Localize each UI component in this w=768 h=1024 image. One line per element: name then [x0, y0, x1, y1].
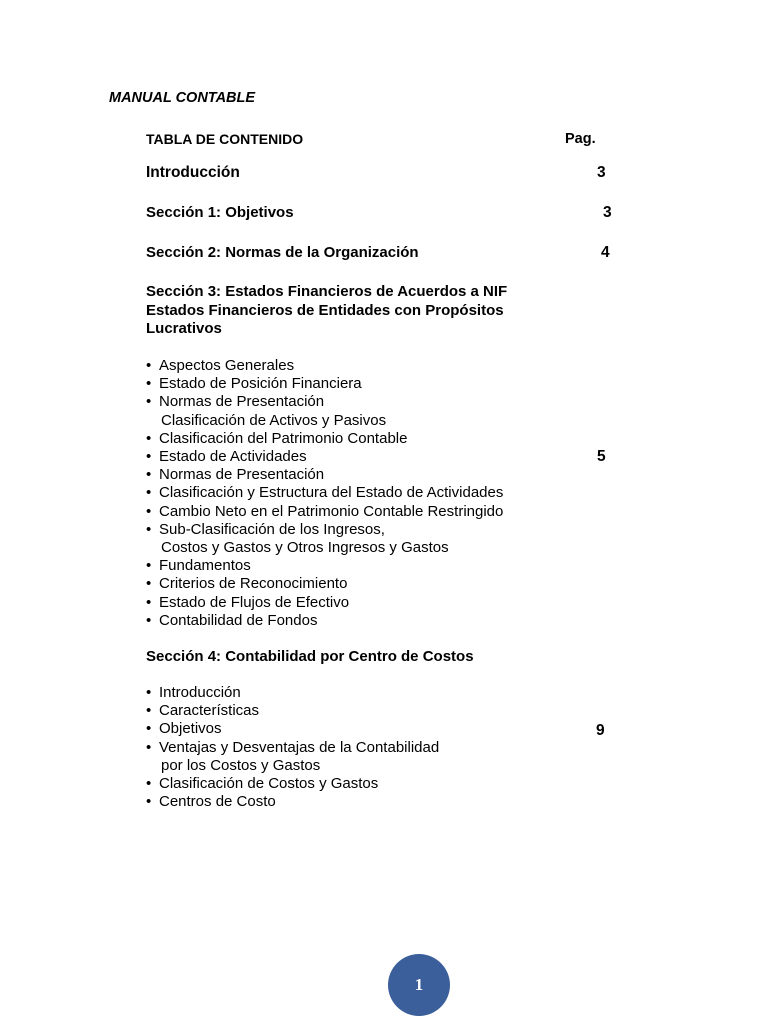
toc-page-introduccion: 3	[597, 164, 606, 181]
bullet-list-item: • Clasificación del Patrimonio Contable	[146, 430, 503, 448]
toc-entry-introduccion: Introducción	[146, 164, 240, 181]
bullet-list-item: • Criterios de Reconocimiento	[146, 575, 503, 593]
page-number-badge: 1	[388, 954, 450, 1016]
toc-page-seccion-4: 9	[596, 722, 605, 739]
toc-entry-seccion-2: Sección 2: Normas de la Organización	[146, 244, 419, 261]
bullet-list-item: • Contabilidad de Fondos	[146, 612, 503, 630]
toc-page-seccion-1: 3	[603, 204, 612, 221]
toc-page-seccion-2: 4	[601, 244, 610, 261]
list-item-continuation: por los Costos y Gastos	[161, 756, 321, 774]
bullet-list-item: • Fundamentos	[146, 557, 503, 575]
bullet-list-item: • Introducción	[146, 684, 439, 702]
bullet-list-item: • Normas de Presentación	[146, 393, 503, 411]
toc-entry-seccion-4: Sección 4: Contabilidad por Centro de Costos	[146, 648, 474, 665]
seccion-3-subitems	[146, 357, 503, 630]
bullet-list-item: • Estado de Actividades	[146, 448, 503, 466]
bullet-list-item: • Estado de Posición Financiera	[146, 375, 503, 393]
toc-entry-seccion-3	[146, 283, 507, 339]
bullet-list-item: • Centros de Costo	[146, 793, 439, 811]
seccion-3-title-line: Lucrativos	[146, 320, 222, 337]
toc-page-seccion-3: 5	[597, 448, 606, 465]
bullet-list-item: • Características	[146, 702, 439, 720]
bullet-list-item: • Objetivos	[146, 720, 439, 738]
toc-entry-seccion-1: Sección 1: Objetivos	[146, 204, 294, 221]
seccion-4-subitems	[146, 684, 439, 811]
bullet-list-item: • Estado de Flujos de Efectivo	[146, 594, 503, 612]
bullet-list-item: • Clasificación de Costos y Gastos	[146, 775, 439, 793]
bullet-list-item: • Ventajas y Desventajas de la Contabilidad	[146, 739, 439, 757]
bullet-list-item: • Normas de Presentación	[146, 466, 503, 484]
list-item-continuation: Clasificación de Activos y Pasivos	[161, 411, 387, 429]
list-item-continuation: Costos y Gastos y Otros Ingresos y Gastos	[161, 539, 449, 557]
seccion-3-title-line: Estados Financieros de Entidades con Propósitos	[146, 301, 504, 319]
document-title: MANUAL CONTABLE	[109, 90, 256, 106]
page-column-heading: Pag.	[565, 131, 596, 147]
seccion-3-title-line: Sección 3: Estados Financieros de Acuerdos a NIF	[146, 283, 508, 300]
bullet-list-item: • Aspectos Generales	[146, 357, 503, 375]
bullet-list-item: • Clasificación y Estructura del Estado de Actividades	[146, 484, 503, 502]
toc-heading: TABLA DE CONTENIDO	[146, 131, 304, 147]
bullet-list-item: • Cambio Neto en el Patrimonio Contable Restringido	[146, 503, 503, 521]
bullet-list-item: • Sub-Clasificación de los Ingresos,	[146, 521, 503, 539]
